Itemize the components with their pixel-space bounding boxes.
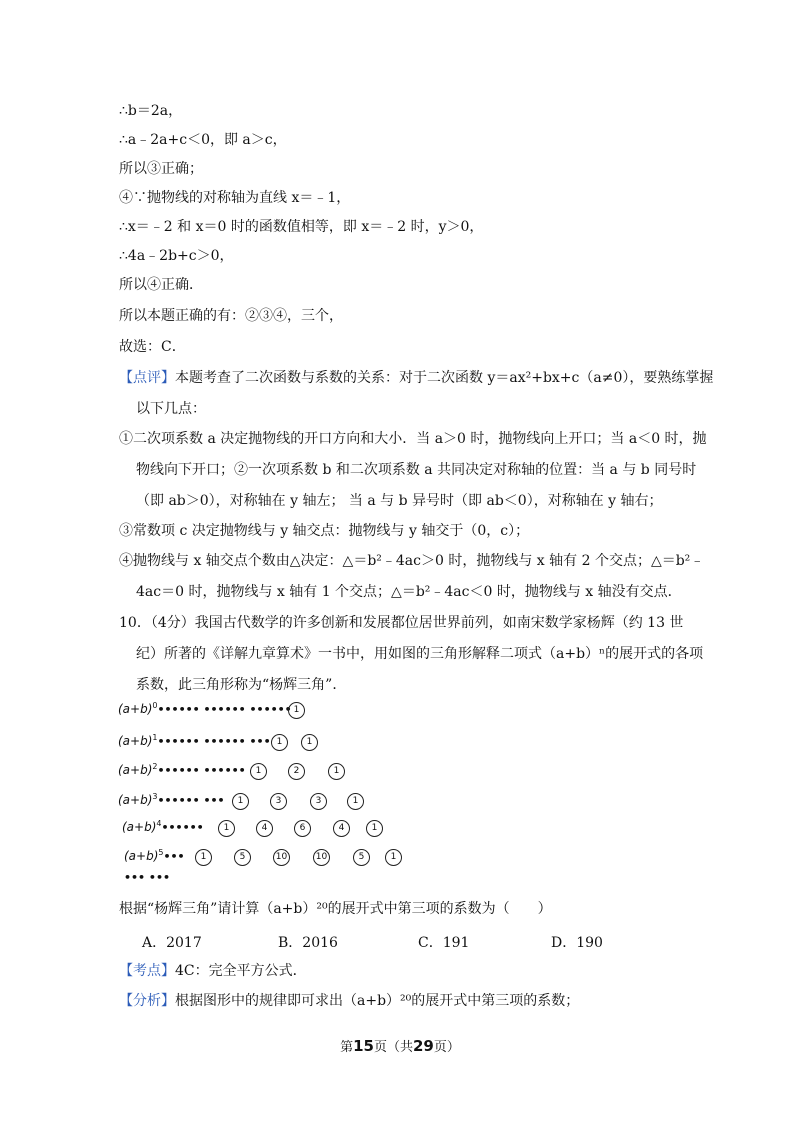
page-footer: 第15页（共29页）	[340, 1037, 460, 1055]
total-pages: 29	[413, 1037, 434, 1055]
binomial-exponent: 4	[156, 819, 162, 828]
coefficient-circle: 1	[347, 793, 364, 810]
leader-dots: •••	[163, 850, 185, 863]
coefficient-circle: 10	[273, 849, 290, 866]
binomial-label: (a+b)	[118, 734, 153, 748]
binomial-exponent: 5	[158, 848, 164, 857]
kaodian-line: 【考点】4C：完全平方公式．	[119, 963, 307, 979]
coefficient-circle: 5	[234, 849, 251, 866]
coefficient-circle: 10	[313, 849, 330, 866]
binomial-label: (a+b)	[118, 793, 153, 807]
triangle-row-label	[118, 733, 271, 748]
binomial-exponent: 0	[152, 701, 158, 710]
coefficient-circle: 4	[333, 820, 350, 837]
question-ask: 根据“杨辉三角”请计算（a+b）²⁰的展开式中第三项的系数为（ ）	[119, 901, 552, 917]
coefficient-circle: 3	[310, 793, 327, 810]
binomial-exponent: 2	[152, 762, 158, 771]
coefficient-circle: 1	[195, 849, 212, 866]
comment-line-2: 以下几点：	[136, 401, 206, 417]
leader-dots: •••••• •••	[157, 794, 225, 807]
comment-tag: 【点评】	[119, 370, 175, 386]
coefficient-circle: 1	[288, 702, 305, 719]
question-line-2: 纪）所著的《详解九章算术》一书中，用如图的三角形解释二项式（a+b）ⁿ的展开式的各项	[136, 646, 704, 662]
binomial-exponent: 1	[152, 733, 158, 742]
comment-point-1b: 物线向下开口；②一次项系数 b 和二次项系数 a 共同决定对称轴的位置：当 a 与 b 同号时	[136, 462, 697, 478]
question-line-3: 系数，此三角形称为“杨辉三角”．	[136, 677, 347, 693]
fenxi-tag: 【分析】	[119, 993, 175, 1009]
solution-line-9: 故选：C．	[119, 339, 186, 355]
leader-dots: •••••• •••••• •••	[157, 735, 271, 748]
comment-point-1a: ①二次项系数 a 决定抛物线的开口方向和大小．当 a＞0 时，抛物线向上开口；当 a＜0 时，抛	[119, 431, 707, 447]
solution-line-6: ∴4a﹣2b+c＞0，	[119, 248, 234, 264]
binomial-label: (a+b)	[122, 820, 157, 834]
coefficient-circle: 3	[270, 793, 287, 810]
trailing-dots: ••• •••	[124, 871, 171, 884]
binomial-exponent: 3	[152, 792, 158, 801]
binomial-label: (a+b)	[118, 702, 153, 716]
option-d: D．190	[551, 935, 603, 951]
coefficient-circle: 6	[294, 820, 311, 837]
coefficient-circle: 1	[218, 820, 235, 837]
solution-line-7: 所以④正确．	[119, 277, 203, 293]
question-line-1: 10．（4分）我国古代数学的许多创新和发展都位居世界前列，如南宋数学家杨辉（约 13 世	[119, 615, 684, 631]
binomial-label: (a+b)	[118, 763, 153, 777]
option-c: C．191	[418, 935, 470, 951]
comment-line-1: 【点评】本题考查了二次函数与系数的关系：对于二次函数 y＝ax²+bx+c（a≠0），要熟练掌握	[119, 370, 714, 386]
coefficient-circle: 1	[250, 763, 267, 780]
coefficient-circle: 1	[271, 734, 288, 751]
comment-point-4a: ④抛物线与 x 轴交点个数由△决定：△＝b²﹣4ac＞0 时，抛物线与 x 轴有 2 个交点；△＝b²﹣	[119, 553, 705, 569]
kaodian-tag: 【考点】	[119, 963, 175, 979]
solution-line-8: 所以本题正确的有：②③④，三个，	[119, 308, 343, 324]
solution-line-5: ∴x＝﹣2 和 x＝0 时的函数值相等，即 x＝﹣2 时，y＞0，	[119, 219, 484, 235]
solution-line-2: ∴a﹣2a+c＜0，即 a＞c，	[119, 132, 287, 148]
current-page: 15	[353, 1037, 374, 1055]
binomial-label: (a+b)	[124, 849, 159, 863]
coefficient-circle: 1	[232, 793, 249, 810]
coefficient-circle: 1	[301, 734, 318, 751]
comment-point-4b: 4ac＝0 时，抛物线与 x 轴有 1 个交点；△＝b²﹣4ac＜0 时，抛物线与 x 轴没有交点．	[136, 584, 682, 600]
triangle-row-label	[118, 701, 292, 716]
solution-line-3: 所以③正确；	[119, 161, 203, 177]
coefficient-circle: 1	[328, 763, 345, 780]
coefficient-circle: 1	[366, 820, 383, 837]
option-a: A．2017	[142, 935, 202, 951]
comment-point-1c: （即 ab＞0），对称轴在 y 轴左； 当 a 与 b 异号时（即 ab＜0），对称轴在 y 轴右；	[136, 493, 663, 509]
coefficient-circle: 2	[288, 763, 305, 780]
leader-dots: •••••• ••••••	[157, 764, 246, 777]
option-b: B．2016	[278, 935, 338, 951]
coefficient-circle: 5	[353, 849, 370, 866]
coefficient-circle: 1	[385, 849, 402, 866]
triangle-row-label	[122, 819, 204, 834]
triangle-row-label	[118, 792, 225, 807]
triangle-row-label	[118, 762, 246, 777]
comment-point-3: ③常数项 c 决定抛物线与 y 轴交点：抛物线与 y 轴交于（0，c）；	[119, 523, 530, 539]
triangle-row-label	[124, 848, 185, 863]
coefficient-circle: 4	[256, 820, 273, 837]
leader-dots: •••••• •••••• ••••••	[157, 703, 292, 716]
solution-line-4: ④∵抛物线的对称轴为直线 x＝﹣1，	[119, 190, 351, 206]
fenxi-line: 【分析】根据图形中的规律即可求出（a+b）²⁰的展开式中第三项的系数；	[119, 993, 580, 1009]
leader-dots: ••••••	[161, 821, 204, 834]
solution-line-1: ∴b＝2a，	[119, 103, 183, 119]
